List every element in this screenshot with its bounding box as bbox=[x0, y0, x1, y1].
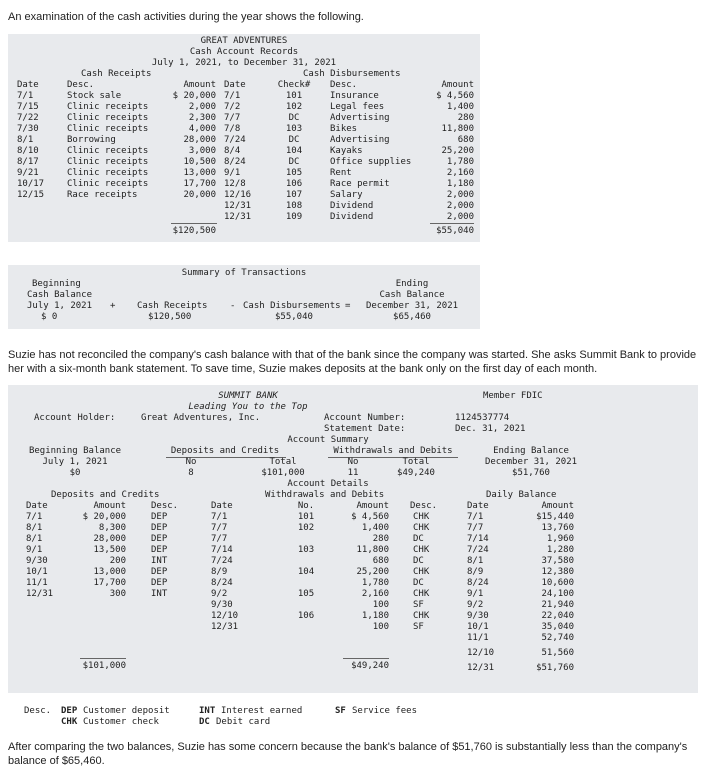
receipt-date: 7/30 bbox=[17, 124, 39, 134]
dep-section: Deposits and Credits bbox=[51, 490, 160, 500]
disb-desc: Dividend bbox=[330, 201, 374, 211]
daily-date: 12/31 bbox=[467, 663, 495, 673]
daily-date: 8/9 bbox=[467, 567, 484, 577]
daily-amount: 1,960 bbox=[546, 534, 574, 544]
withdrawal-date: 8/24 bbox=[211, 578, 233, 588]
summary-minus: - bbox=[230, 301, 236, 311]
withdrawal-desc: CHK bbox=[413, 589, 430, 599]
wd-total-value: $49,240 bbox=[397, 468, 435, 478]
withdrawal-desc: SF bbox=[413, 600, 424, 610]
deposit-date: 8/1 bbox=[26, 523, 43, 533]
receipt-desc: Clinic receipts bbox=[67, 157, 149, 167]
dep-no-value: 8 bbox=[188, 468, 194, 478]
disb-amount: $ 4,560 bbox=[436, 91, 474, 101]
receipt-date: 7/22 bbox=[17, 113, 39, 123]
withdrawal-no: 105 bbox=[297, 589, 315, 599]
legend-dep-text: Customer deposit bbox=[83, 706, 170, 716]
deposit-desc: INT bbox=[151, 589, 168, 599]
withdrawal-date: 7/7 bbox=[211, 523, 228, 533]
withdrawal-amount: 100 bbox=[372, 600, 389, 610]
withdrawal-no: 103 bbox=[297, 545, 315, 555]
deposit-amount: 200 bbox=[109, 556, 126, 566]
records-company: GREAT ADVENTURES bbox=[200, 36, 288, 46]
daily-amount: 13,760 bbox=[541, 523, 574, 533]
withdrawal-desc: CHK bbox=[413, 545, 430, 555]
records-subtitle: Cash Account Records bbox=[189, 47, 299, 57]
disbursements-heading: Cash Disbursements bbox=[303, 69, 401, 79]
withdrawal-amount: 2,160 bbox=[361, 589, 389, 599]
daily-amount: 37,580 bbox=[541, 556, 574, 566]
receipt-desc: Clinic receipts bbox=[67, 168, 149, 178]
disb-check: DC bbox=[288, 135, 300, 145]
receipt-desc: Clinic receipts bbox=[67, 179, 149, 189]
receipt-amount: 28,000 bbox=[183, 135, 216, 145]
beg-bal-label: Beginning Balance bbox=[28, 446, 122, 456]
disb-desc: Salary bbox=[330, 190, 363, 200]
disb-amount: 25,200 bbox=[441, 146, 474, 156]
withdrawal-no: 104 bbox=[297, 567, 315, 577]
summary-beginning-label-2: Cash Balance bbox=[27, 290, 93, 300]
records-period: July 1, 2021, to December 31, 2021 bbox=[151, 58, 337, 68]
daily-date: 9/30 bbox=[467, 611, 489, 621]
deposit-desc: DEP bbox=[151, 534, 168, 544]
summary-receipts-value: $120,500 bbox=[148, 312, 192, 322]
daily-date-header: Date bbox=[467, 501, 489, 511]
summary-disb-label: Cash Disbursements bbox=[243, 301, 341, 311]
withdrawal-date: 9/2 bbox=[211, 589, 228, 599]
withdrawal-amount: 100 bbox=[372, 622, 389, 632]
withdrawal-amount: 680 bbox=[372, 556, 389, 566]
summary-beginning-value: $ 0 bbox=[41, 312, 58, 322]
withdrawal-desc: DC bbox=[413, 556, 424, 566]
receipt-date: 8/1 bbox=[17, 135, 34, 145]
disb-amount: 1,400 bbox=[446, 102, 474, 112]
daily-date: 11/1 bbox=[467, 633, 489, 643]
disb-desc: Bikes bbox=[330, 124, 358, 134]
withdrawal-amount: 1,180 bbox=[361, 611, 389, 621]
receipt-amount: 17,700 bbox=[183, 179, 216, 189]
disb-date: 12/16 bbox=[224, 190, 252, 200]
receipt-amount: 3,000 bbox=[188, 146, 216, 156]
deposit-amount: 8,300 bbox=[98, 523, 126, 533]
disb-amount: 1,180 bbox=[446, 179, 474, 189]
legend-sf-code: SF bbox=[335, 706, 346, 716]
withdrawal-no: 102 bbox=[297, 523, 315, 533]
receipt-date: 8/10 bbox=[17, 146, 39, 156]
disb-amount: 680 bbox=[457, 135, 474, 145]
withdrawal-no: 106 bbox=[297, 611, 315, 621]
withdrawal-desc: CHK bbox=[413, 611, 430, 621]
disb-desc: Advertising bbox=[330, 135, 390, 145]
disb-date: 8/24 bbox=[224, 157, 246, 167]
bank-tagline: Leading You to the Top bbox=[188, 402, 308, 412]
disb-check: DC bbox=[288, 113, 300, 123]
disb-date: 7/24 bbox=[224, 135, 246, 145]
disb-desc: Dividend bbox=[330, 212, 374, 222]
cash-records-panel bbox=[8, 34, 480, 242]
legend-int-code: INT bbox=[199, 706, 216, 716]
deposit-desc: DEP bbox=[151, 545, 168, 555]
disb-desc: Rent bbox=[330, 168, 352, 178]
disb-date: 9/1 bbox=[224, 168, 241, 178]
dep-no-label: No bbox=[185, 457, 197, 467]
deposit-date: 9/30 bbox=[26, 556, 48, 566]
acct-num-label: Account Number: bbox=[324, 413, 406, 423]
holder-value: Great Adventures, Inc. bbox=[141, 413, 261, 423]
withdrawal-desc: DC bbox=[413, 578, 424, 588]
disb-check: 105 bbox=[285, 168, 303, 178]
dep-credits-label: Deposits and Credits bbox=[170, 446, 280, 456]
receipt-amount: $ 20,000 bbox=[172, 91, 216, 101]
receipt-date: 7/1 bbox=[17, 91, 34, 101]
disb-check: DC bbox=[288, 157, 300, 167]
wd-no-value: 11 bbox=[347, 468, 359, 478]
disb-check: 102 bbox=[285, 102, 303, 112]
details-title: Account Details bbox=[287, 479, 369, 489]
daily-date: 9/1 bbox=[467, 589, 484, 599]
daily-amount: 52,740 bbox=[541, 633, 574, 643]
disb-amount: 11,800 bbox=[441, 124, 474, 134]
disb-date: 7/2 bbox=[224, 102, 241, 112]
daily-amount: $51,760 bbox=[536, 663, 574, 673]
deposit-date: 8/1 bbox=[26, 534, 43, 544]
receipt-desc: Stock sale bbox=[67, 91, 122, 101]
deposit-date: 7/1 bbox=[26, 512, 43, 522]
disb-date: 7/1 bbox=[224, 91, 241, 101]
legend-chk-text: Customer check bbox=[83, 717, 159, 727]
dep-total-value: $101,000 bbox=[261, 468, 305, 478]
summary-receipts-label: Cash Receipts bbox=[137, 301, 208, 311]
disb-amount: 2,160 bbox=[446, 168, 474, 178]
legend-int-text: Interest earned bbox=[221, 706, 303, 716]
legend-dep-code: DEP bbox=[61, 706, 78, 716]
withdrawal-amount: $ 4,560 bbox=[351, 512, 389, 522]
summary-title: Summary of Transactions bbox=[181, 268, 307, 278]
wd-date-header: Date bbox=[211, 501, 233, 511]
receipt-date: 9/21 bbox=[17, 168, 39, 178]
receipts-amount-header: Amount bbox=[183, 80, 216, 90]
disb-amount: 2,000 bbox=[446, 201, 474, 211]
acct-num-value: 1124537774 bbox=[455, 413, 510, 423]
disb-date: 12/31 bbox=[224, 201, 252, 211]
wd-total-label: Total bbox=[402, 457, 430, 467]
summary-panel bbox=[8, 265, 480, 329]
legend-dc-code: DC bbox=[199, 717, 210, 727]
withdrawal-desc: CHK bbox=[413, 512, 430, 522]
daily-amount: 24,100 bbox=[541, 589, 574, 599]
deposit-desc: DEP bbox=[151, 578, 168, 588]
disb-amount: 1,780 bbox=[446, 157, 474, 167]
beg-bal-date: July 1, 2021 bbox=[42, 457, 108, 467]
wd-label: Withdrawals and Debits bbox=[333, 446, 453, 456]
deposit-amount: 13,500 bbox=[93, 545, 126, 555]
daily-amount: 22,040 bbox=[541, 611, 574, 621]
end-bal-value: $51,760 bbox=[512, 468, 550, 478]
disb-desc: Legal fees bbox=[330, 102, 385, 112]
receipt-desc: Clinic receipts bbox=[67, 124, 149, 134]
disb-check: 103 bbox=[285, 124, 303, 134]
disb-amount: 2,000 bbox=[446, 190, 474, 200]
summary-beginning-date: July 1, 2021 bbox=[27, 301, 93, 311]
deposit-date: 10/1 bbox=[26, 567, 48, 577]
daily-amount: 12,380 bbox=[541, 567, 574, 577]
summary-ending-label: Ending bbox=[395, 279, 429, 289]
disb-desc: Race permit bbox=[330, 179, 390, 189]
bank-statement-panel bbox=[8, 385, 698, 693]
disb-date: 7/8 bbox=[224, 124, 241, 134]
withdrawal-amount: 280 bbox=[372, 534, 389, 544]
daily-amount: 51,560 bbox=[541, 648, 574, 658]
wd-desc-header: Desc. bbox=[410, 501, 438, 511]
daily-date: 7/14 bbox=[467, 534, 489, 544]
disb-check: 107 bbox=[285, 190, 303, 200]
withdrawal-amount: 11,800 bbox=[356, 545, 389, 555]
withdrawal-date: 12/31 bbox=[211, 622, 239, 632]
deposit-amount: 13,000 bbox=[93, 567, 126, 577]
receipt-date: 7/15 bbox=[17, 102, 39, 112]
disb-date: 12/8 bbox=[224, 179, 246, 189]
withdrawal-desc: CHK bbox=[413, 567, 430, 577]
legend-dc-text: Debit card bbox=[216, 717, 271, 727]
summary-equals: = bbox=[345, 301, 351, 311]
deposits-total: $101,000 bbox=[82, 661, 126, 671]
disb-desc: Office supplies bbox=[330, 157, 412, 167]
daily-amount: 10,600 bbox=[541, 578, 574, 588]
withdrawal-amount: 1,400 bbox=[361, 523, 389, 533]
receipt-amount: 2,000 bbox=[188, 102, 216, 112]
withdrawal-date: 7/24 bbox=[211, 556, 233, 566]
dep-date-header: Date bbox=[26, 501, 48, 511]
deposit-amount: 28,000 bbox=[93, 534, 126, 544]
bank-name: SUMMIT BANK bbox=[218, 391, 278, 401]
receipt-date: 8/17 bbox=[17, 157, 39, 167]
daily-date: 9/2 bbox=[467, 600, 484, 610]
dep-total-label: Total bbox=[269, 457, 297, 467]
summary-ending-value: $65,460 bbox=[393, 312, 431, 322]
daily-date: 7/24 bbox=[467, 545, 489, 555]
deposit-desc: DEP bbox=[151, 512, 168, 522]
summary-disb-value: $55,040 bbox=[275, 312, 313, 322]
withdrawal-date: 7/1 bbox=[211, 512, 228, 522]
withdrawal-desc: DC bbox=[413, 534, 424, 544]
deposit-amount: 17,700 bbox=[93, 578, 126, 588]
bank-member: Member FDIC bbox=[483, 391, 543, 401]
disb-desc-header: Desc. bbox=[330, 80, 358, 90]
receipt-amount: 20,000 bbox=[183, 190, 216, 200]
wd-no-header: No. bbox=[297, 501, 315, 511]
deposit-desc: DEP bbox=[151, 567, 168, 577]
middle-text: Suzie has not reconciled the company's cash balance with that of the bank since the company was started. She asks Summit Bank to provide her with a six-month bank statement. To save time, Suzie makes deposits at the bank only on the first day of each month. bbox=[8, 349, 697, 375]
summary-plus: + bbox=[110, 301, 116, 311]
withdrawals-total: $49,240 bbox=[351, 661, 389, 671]
disb-check: 104 bbox=[285, 146, 303, 156]
receipt-desc: Clinic receipts bbox=[67, 102, 149, 112]
disb-amount-header: Amount bbox=[441, 80, 474, 90]
receipt-amount: 2,300 bbox=[188, 113, 216, 123]
disb-desc: Insurance bbox=[330, 91, 379, 101]
summary-beginning-label: Beginning bbox=[32, 279, 81, 289]
disb-amount: 280 bbox=[457, 113, 474, 123]
receipts-desc-header: Desc. bbox=[67, 80, 95, 90]
disb-date-header: Date bbox=[224, 80, 246, 90]
receipt-amount: 13,000 bbox=[183, 168, 216, 178]
deposit-amount: $ 20,000 bbox=[82, 512, 126, 522]
withdrawal-date: 7/14 bbox=[211, 545, 233, 555]
withdrawal-amount: 25,200 bbox=[356, 567, 389, 577]
legend-desc: Desc. bbox=[24, 706, 52, 716]
withdrawal-amount: 1,780 bbox=[361, 578, 389, 588]
disb-date: 12/31 bbox=[224, 212, 252, 222]
disb-amount: 2,000 bbox=[446, 212, 474, 222]
daily-date: 7/7 bbox=[467, 523, 484, 533]
receipts-date-header: Date bbox=[17, 80, 39, 90]
daily-amount: 1,280 bbox=[546, 545, 574, 555]
wd-section: Withdrawals and Debits bbox=[265, 490, 385, 500]
receipt-desc: Race receipts bbox=[67, 190, 138, 200]
receipt-desc: Clinic receipts bbox=[67, 146, 149, 156]
withdrawal-date: 12/10 bbox=[211, 611, 239, 621]
deposit-date: 12/31 bbox=[26, 589, 54, 599]
receipt-amount: 10,500 bbox=[183, 157, 216, 167]
withdrawal-date: 7/7 bbox=[211, 534, 228, 544]
deposit-date: 9/1 bbox=[26, 545, 43, 555]
daily-date: 7/1 bbox=[467, 512, 484, 522]
daily-date: 12/10 bbox=[467, 648, 495, 658]
receipt-date: 12/15 bbox=[17, 190, 45, 200]
withdrawal-desc: CHK bbox=[413, 523, 430, 533]
withdrawal-desc: SF bbox=[413, 622, 424, 632]
wd-no-label: No bbox=[347, 457, 359, 467]
dep-desc-header: Desc. bbox=[151, 501, 179, 511]
summary-title: Account Summary bbox=[287, 435, 369, 445]
closing-text: After comparing the two balances, Suzie has some concern because the bank's balance of $51,760 is substantially less than the company's balance of $65,460. bbox=[8, 741, 688, 767]
daily-date: 10/1 bbox=[467, 622, 489, 632]
receipt-amount: 4,000 bbox=[188, 124, 216, 134]
daily-amount: $15,440 bbox=[536, 512, 574, 522]
receipts-heading: Cash Receipts bbox=[81, 69, 152, 79]
disb-desc: Advertising bbox=[330, 113, 390, 123]
daily-section: Daily Balance bbox=[486, 490, 557, 500]
daily-amount: 35,040 bbox=[541, 622, 574, 632]
summary-ending-label-2: Cash Balance bbox=[379, 290, 445, 300]
disbursements-total: $55,040 bbox=[436, 226, 474, 236]
disb-desc: Kayaks bbox=[330, 146, 363, 156]
receipts-total: $120,500 bbox=[172, 226, 216, 236]
dep-amount-header: Amount bbox=[93, 501, 126, 511]
disb-check: 101 bbox=[285, 91, 303, 101]
stmt-date-value: Dec. 31, 2021 bbox=[455, 424, 526, 434]
disb-check: 109 bbox=[285, 212, 303, 222]
disb-date: 8/4 bbox=[224, 146, 241, 156]
legend-sf-text: Service fees bbox=[352, 706, 418, 716]
withdrawal-date: 8/9 bbox=[211, 567, 228, 577]
daily-date: 8/24 bbox=[467, 578, 489, 588]
legend-chk-code: CHK bbox=[61, 717, 78, 727]
end-bal-date: December 31, 2021 bbox=[484, 457, 578, 467]
withdrawal-no: 101 bbox=[297, 512, 315, 522]
deposit-date: 11/1 bbox=[26, 578, 48, 588]
deposit-desc: INT bbox=[151, 556, 168, 566]
disb-check: 108 bbox=[285, 201, 303, 211]
holder-label: Account Holder: bbox=[34, 413, 116, 423]
summary-ending-date: December 31, 2021 bbox=[365, 301, 459, 311]
daily-amount: 21,940 bbox=[541, 600, 574, 610]
wd-amount-header: Amount bbox=[356, 501, 389, 511]
receipt-date: 10/17 bbox=[17, 179, 45, 189]
deposit-desc: DEP bbox=[151, 523, 168, 533]
daily-date: 8/1 bbox=[467, 556, 484, 566]
beg-bal-value: $0 bbox=[69, 468, 81, 478]
disb-check: 106 bbox=[285, 179, 303, 189]
withdrawal-date: 9/30 bbox=[211, 600, 233, 610]
end-bal-label: Ending Balance bbox=[493, 446, 569, 456]
intro-text: An examination of the cash activities during the year shows the following. bbox=[8, 11, 364, 23]
daily-amount-header: Amount bbox=[541, 501, 574, 511]
receipt-desc: Clinic receipts bbox=[67, 113, 149, 123]
disb-check-header: Check# bbox=[277, 80, 311, 90]
disb-date: 7/7 bbox=[224, 113, 241, 123]
receipt-desc: Borrowing bbox=[67, 135, 116, 145]
deposit-amount: 300 bbox=[109, 589, 126, 599]
stmt-date-label: Statement Date: bbox=[324, 424, 406, 434]
